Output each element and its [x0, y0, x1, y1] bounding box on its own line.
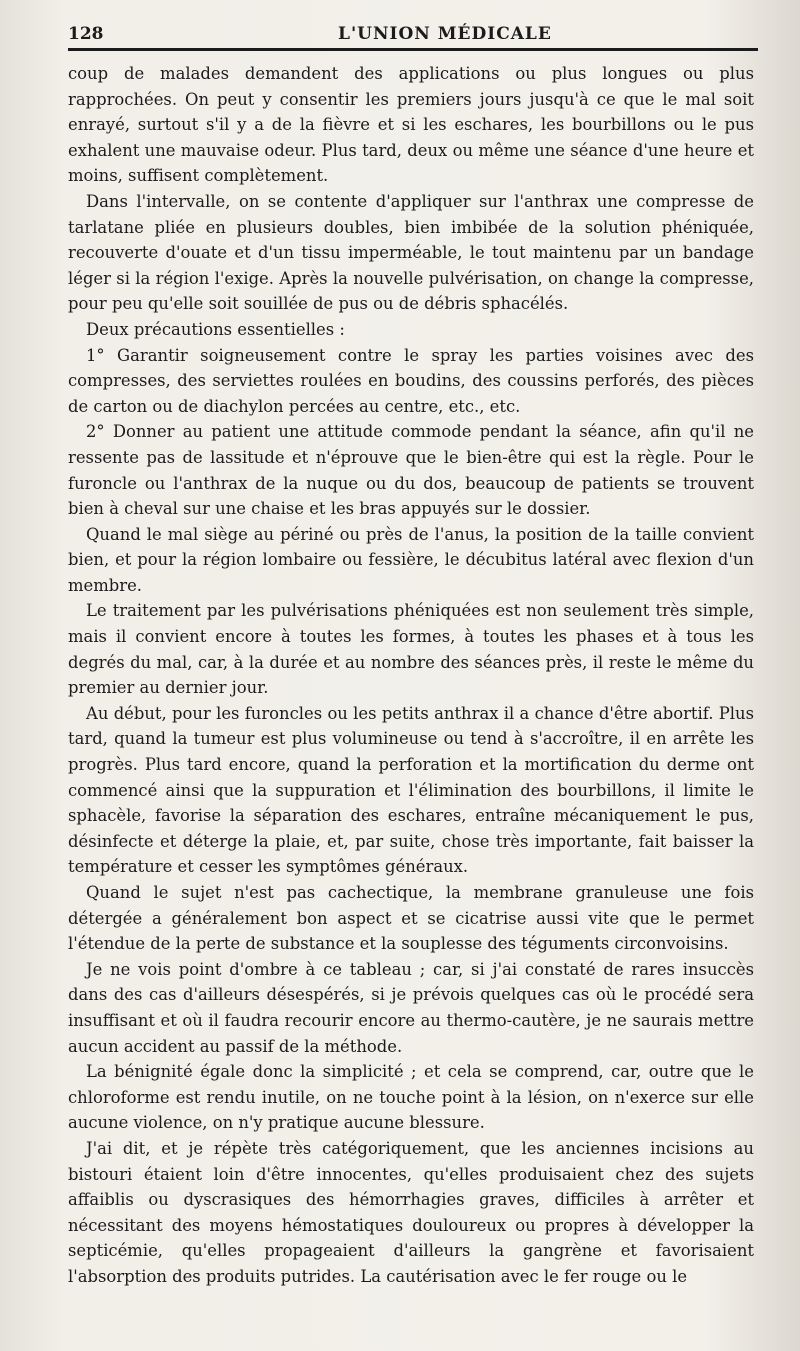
- header-rule: [68, 48, 758, 51]
- paragraph: coup de malades demandent des applications ou plus longues ou plus rapprochées. On peut y consentir les premiers jours jusqu'à ce que le mal soit enrayé, surtout s'il y a de la fièvre et si les eschares, les bourbillons ou le pus exhalent une mauvaise odeur. Plus tard, deux ou même une séance d'une heure et moins, suffisent complètement.: [68, 64, 754, 186]
- page-header: [68, 16, 754, 44]
- page-number: 128: [68, 24, 104, 44]
- paragraph: 2° Donner au patient une attitude commode pendant la séance, afin qu'il ne ressente pas de lassitude et n'éprouve que le bien-être qui est la règle. Pour le furoncle ou l'anthrax de la nuque ou du dos, beaucoup de patients se trouvent bien à cheval sur une chaise et les bras appuyés sur le dossier.: [68, 422, 754, 519]
- paragraph: Quand le sujet n'est pas cachectique, la membrane granuleuse une fois détergée a généralement bon aspect et se cicatrise aussi vite que le permet l'étendue de la perte de substance et la souplesse des téguments circonvoisins.: [68, 883, 754, 954]
- paragraph: Quand le mal siège au périné ou près de l'anus, la position de la taille convient bien, et pour la région lombaire ou fessière, le décubitus latéral avec flexion d'un membre.: [68, 524, 754, 595]
- paragraph: Dans l'intervalle, on se contente d'appliquer sur l'anthrax une compresse de tarlatane pliée en plusieurs doubles, bien imbibée de la solution phéniquée, recouverte d'ouate et d'un tissu imperméable, le tout maintenu par un bandage léger si la région l'exige. Après la nouvelle pulvérisation, on change la compresse, pour peu qu'elle soit souillée de pus ou de débris sphacélés.: [68, 191, 754, 314]
- paragraph: Le traitement par les pulvérisations phéniquées est non seulement très simple, mais il convient encore à toutes les formes, à toutes les phases et à tous les degrés du mal, car, à la durée et au nombre des séances près, il reste le même du premier au dernier jour.: [68, 601, 754, 698]
- paragraph: J'ai dit, et je répète très catégoriquement, que les anciennes incisions au bistouri étaient loin d'être innocentes, qu'elles produisaient chez des sujets affaiblis ou dyscrasiques des hémorrhagies graves, difficiles à arrêter et nécessitant des moyens hémostatiques douloureux ou propres à développer la septicémie, qu'elles propageaient d'ailleurs la gangrène et favorisaient l'absorption des produits putrides. La cautérisation avec le fer rouge ou le: [68, 1138, 754, 1286]
- paragraph: 1° Garantir soigneusement contre le spray les parties voisines avec des compresses, des serviettes roulées en boudins, des coussins perforés, des pièces de carton ou de diachylon percées au centre, etc., etc.: [68, 345, 754, 416]
- paragraph: Deux précautions essentielles :: [86, 319, 345, 339]
- running-title: L'UNION MÉDICALE: [338, 24, 552, 44]
- paragraph: La bénignité égale donc la simplicité ; et cela se comprend, car, outre que le chloroforme est rendu inutile, on ne touche point à la lésion, on n'exerce sur elle aucune violence, on n'y pratique aucune blessure.: [68, 1062, 754, 1133]
- paragraph: Je ne vois point d'ombre à ce tableau ; car, si j'ai constaté de rares insuccès dans des cas d'ailleurs désespérés, si je prévois quelques cas où le procédé sera insuffisant et où il faudra recourir encore au thermo-cautère, je ne saurais mettre aucun accident au passif de la méthode.: [68, 959, 754, 1056]
- body-text: [68, 61, 754, 1290]
- paragraph: Au début, pour les furoncles ou les petits anthrax il a chance d'être abortif. Plus tard, quand la tumeur est plus volumineuse ou tend à s'accroître, il en arrête les progrès. Plus tard encore, quand la perforation et la mortification du derme ont commencé ainsi que la suppuration et l'élimination des bourbillons, il limite le sphacèle, favorise la séparation des eschares, entraîne mécaniquement le pus, désinfecte et déterge la plaie, et, par suite, chose très importante, fait baisser la température et cesser les symptômes généraux.: [68, 703, 754, 877]
